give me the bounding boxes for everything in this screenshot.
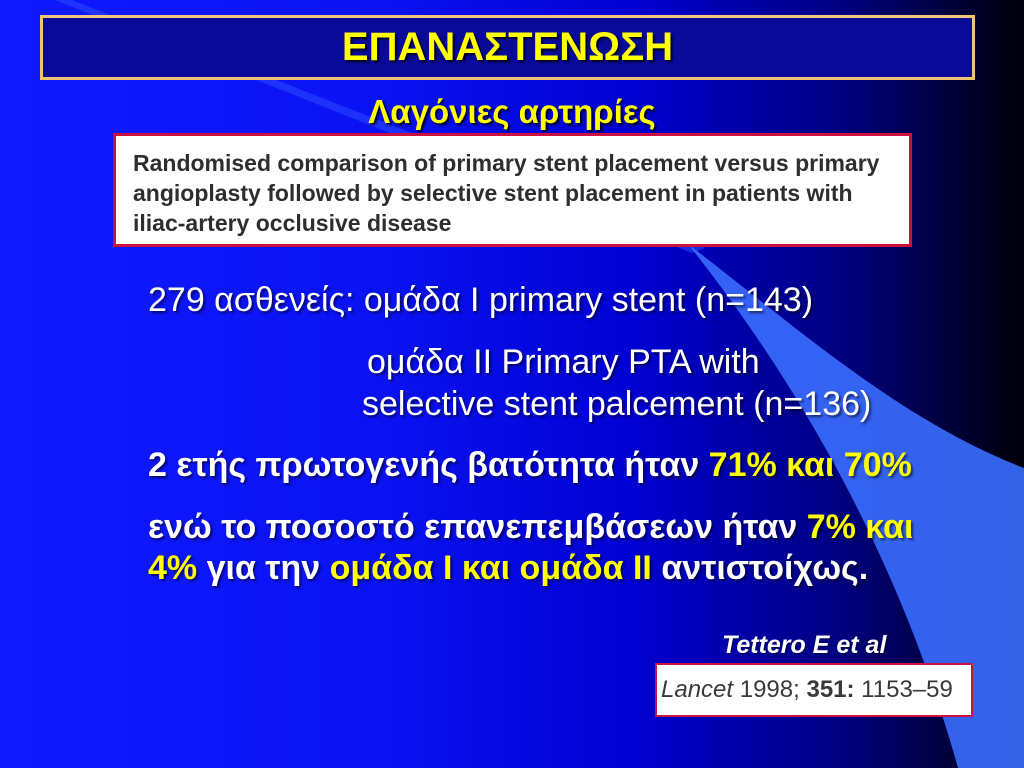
journal-name: Lancet — [661, 676, 734, 703]
finding-reintervention-text: για την — [197, 549, 330, 587]
finding-patency-text: 2 ετής πρωτογενής βατότητα ήταν — [148, 446, 709, 484]
journal-pages: 1153–59 — [854, 676, 953, 703]
slide-subtitle: Λαγόνιες αρτηρίες — [368, 93, 656, 130]
finding-reintervention-highlight: 4% — [148, 549, 198, 587]
journal-citation-box — [655, 663, 973, 717]
finding-reintervention-line-2 — [148, 548, 868, 588]
patients-group-1: 279 ασθενείς: ομάδα I primary stent (n=143) — [148, 281, 814, 319]
journal-year: 1998; — [733, 676, 807, 703]
paper-title-line: Randomised comparison of primary stent placement versus primary — [133, 150, 880, 176]
reference-authors: Tettero E et al — [722, 631, 887, 659]
patients-group-2-line-1: ομάδα II Primary PTA with — [367, 343, 760, 381]
slide-title: ΕΠΑΝΑΣΤΕΝΩΣΗ — [341, 25, 674, 69]
patients-group-2-line-2: selective stent palcement (n=136) — [362, 385, 872, 423]
paper-title-clipping — [113, 133, 912, 247]
finding-reintervention-highlight: 7% και — [806, 508, 914, 546]
finding-patency — [148, 445, 912, 485]
paper-title-line: angioplasty followed by selective stent placement in patients with — [133, 180, 853, 206]
journal-volume: 351: — [806, 676, 855, 703]
finding-reintervention-highlight: ομάδα I και ομάδα II — [329, 549, 652, 587]
finding-reintervention-text: αντιστοίχως. — [651, 549, 869, 587]
finding-patency-highlight: 71% και 70% — [708, 446, 912, 484]
finding-reintervention-line-1 — [148, 507, 913, 547]
title-box — [40, 15, 975, 80]
finding-reintervention-text: ενώ το ποσοστό επανεπεμβάσεων ήταν — [148, 508, 807, 546]
paper-title-line: iliac-artery occlusive disease — [133, 210, 452, 236]
